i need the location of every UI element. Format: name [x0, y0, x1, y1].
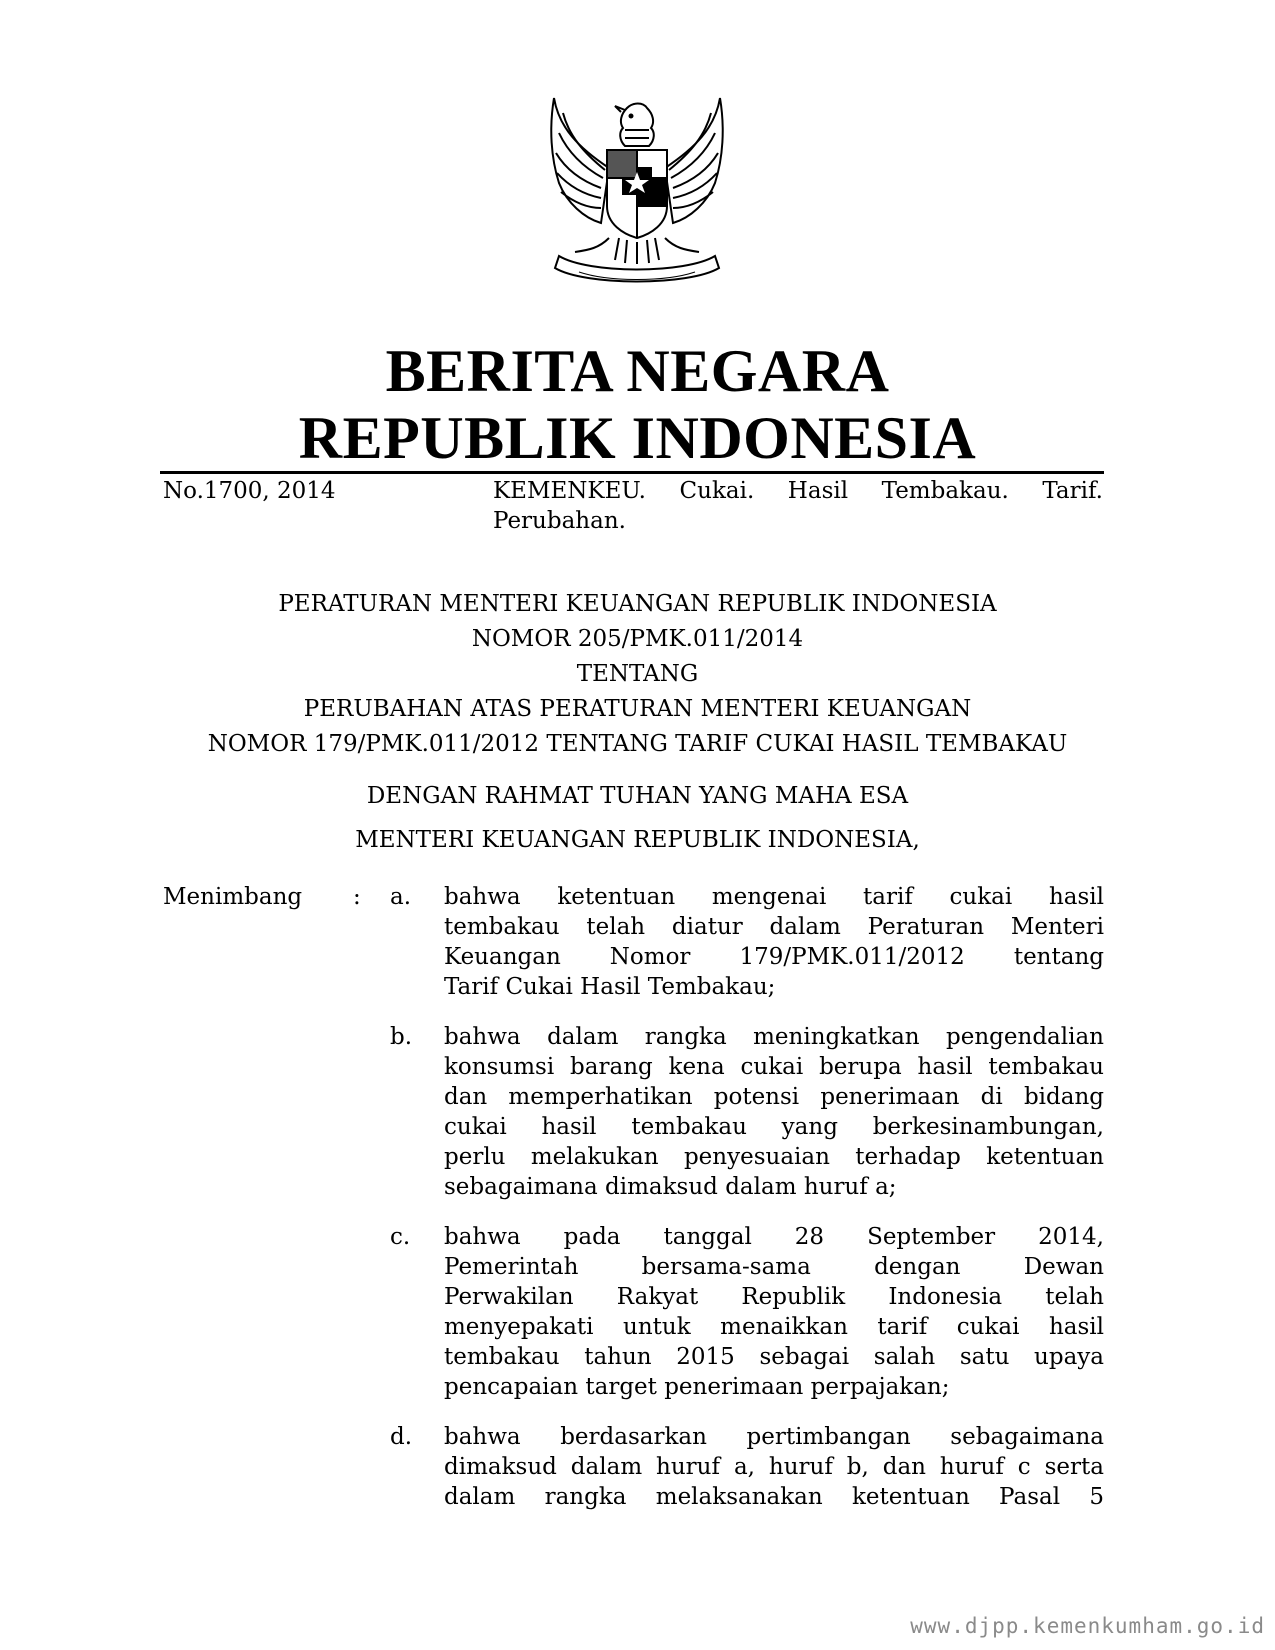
publication-number: No.1700, 2014: [163, 478, 336, 504]
item-b-line: perlu melakukan penyesuaian terhadap ketentuan: [444, 1144, 1104, 1170]
item-a-line: tembakau telah diatur dalam Peraturan Menteri: [444, 914, 1104, 940]
regulation-subject-line2: NOMOR 179/PMK.011/2012 TENTANG TARIF CUKAI HASIL TEMBAKAU: [207, 731, 1068, 757]
item-b-line: bahwa dalam rangka meningkatkan pengendalian: [444, 1024, 1104, 1050]
item-a-line: Keuangan Nomor 179/PMK.011/2012 tentang: [444, 944, 1104, 970]
item-c-line: Perwakilan Rakyat Republik Indonesia telah: [444, 1284, 1104, 1310]
item-b-line: cukai hasil tembakau yang berkesinambungan,: [444, 1114, 1104, 1140]
item-b-line: sebagaimana dimaksud dalam huruf a;: [444, 1174, 897, 1200]
regulation-subject-line1: PERUBAHAN ATAS PERATURAN MENTERI KEUANGAN: [303, 696, 972, 722]
regulation-number: NOMOR 205/PMK.011/2014: [471, 626, 804, 652]
category-line2: Perubahan.: [493, 508, 626, 534]
category-line1: KEMENKEU. Cukai. Hasil Tembakau. Tarif.: [493, 478, 1103, 504]
footer-url: www.djpp.kemenkumham.go.id: [910, 1614, 1265, 1638]
item-c-line: Pemerintah bersama-sama dengan Dewan: [444, 1254, 1104, 1280]
regulation-title-line1: PERATURAN MENTERI KEUANGAN REPUBLIK INDONESIA: [278, 591, 997, 617]
item-a-line: Tarif Cukai Hasil Tembakau;: [444, 974, 776, 1000]
item-a-line: bahwa ketentuan mengenai tarif cukai hasil: [444, 884, 1104, 910]
item-c-line: tembakau tahun 2015 sebagai salah satu upaya: [444, 1344, 1104, 1370]
item-letter-a: a.: [390, 884, 412, 910]
item-b-line: dan memperhatikan potensi penerimaan di bidang: [444, 1084, 1104, 1110]
item-c-line: bahwa pada tanggal 28 September 2014,: [444, 1224, 1104, 1250]
item-c-line: menyepakati untuk menaikkan tarif cukai hasil: [444, 1314, 1104, 1340]
item-d-line: bahwa berdasarkan pertimbangan sebagaimana: [444, 1424, 1104, 1450]
item-letter-d: d.: [390, 1424, 413, 1450]
item-letter-b: b.: [390, 1024, 413, 1050]
menimbang-label: Menimbang: [163, 884, 303, 910]
title-divider: [160, 471, 1104, 474]
item-b-line: konsumsi barang kena cukai berupa hasil tembakau: [444, 1054, 1104, 1080]
item-d-line: dimaksud dalam huruf a, huruf b, dan huruf c serta: [444, 1454, 1104, 1480]
publication-title-line2: REPUBLIK INDONESIA: [298, 405, 977, 471]
menimbang-colon: :: [353, 884, 361, 910]
publication-title-line1: BERITA NEGARA: [385, 338, 890, 404]
preamble-line2: MENTERI KEUANGAN REPUBLIK INDONESIA,: [355, 827, 920, 853]
item-c-line: pencapaian target penerimaan perpajakan;: [444, 1374, 950, 1400]
garuda-emblem-icon: [539, 88, 735, 288]
preamble-line1: DENGAN RAHMAT TUHAN YANG MAHA ESA: [366, 783, 909, 809]
item-letter-c: c.: [390, 1224, 411, 1250]
item-d-line: dalam rangka melaksanakan ketentuan Pasal 5: [444, 1484, 1104, 1510]
regulation-tentang: TENTANG: [576, 661, 699, 687]
